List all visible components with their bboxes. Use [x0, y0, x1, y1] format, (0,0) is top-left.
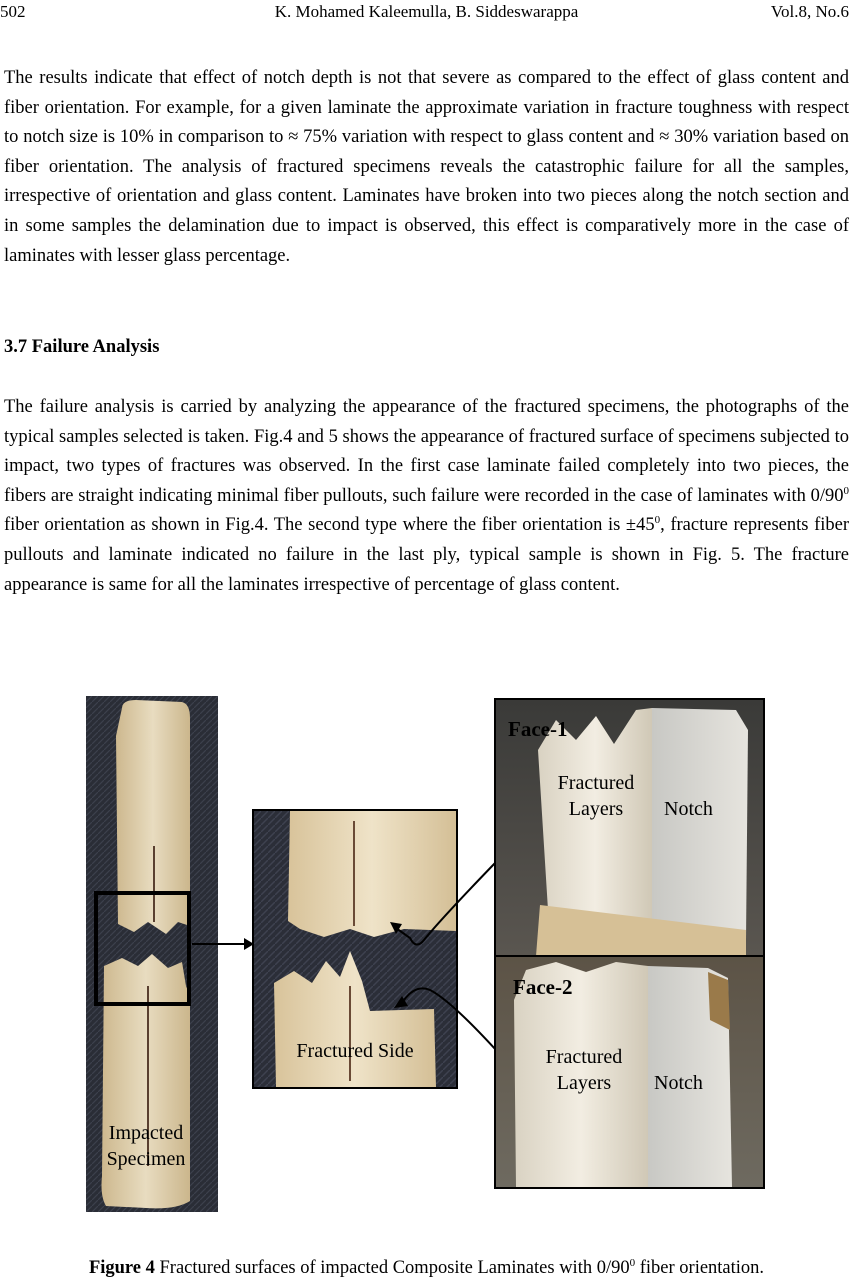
paragraph-2-text: , fracture represents fiber pullouts and laminate indicated no failure in the last ply, typical sample is shown in Fig. 5. The fracture appearance is same for all the laminates irrespective of percentage of glass content.: [4, 515, 850, 595]
superscript: 0: [629, 1256, 636, 1269]
running-header-volume: Vol.8, No.6: [770, 2, 849, 21]
label-line: Layers: [556, 1072, 612, 1094]
right-arrow-icon: [190, 936, 256, 952]
curved-arrow-icon: [404, 988, 496, 1050]
figure-caption-label: Figure 4: [88, 1258, 155, 1278]
label-line: Fractured: [545, 1046, 623, 1068]
notch-label-face-2: Notch: [654, 1072, 703, 1094]
label-line: Impacted: [108, 1122, 184, 1144]
running-header-authors: K. Mohamed Kaleemulla, B. Siddeswarappa: [274, 2, 579, 21]
curved-arrow-icon: [396, 862, 496, 945]
label-line: Fractured: [557, 772, 635, 794]
page-number: 502: [0, 2, 26, 21]
superscript: 0: [843, 484, 849, 497]
fractured-layers-label-face-2: [536, 1044, 632, 1096]
fractured-layers-label-face-1: [548, 770, 644, 822]
paragraph-2-text: fiber orientation as shown in Fig.4. The second type where the fiber orientation is ±45: [4, 515, 655, 536]
label-line: Specimen: [106, 1148, 186, 1170]
figure-4: [0, 690, 853, 1230]
body-paragraph-2: [4, 393, 849, 600]
figure-caption: [0, 1258, 853, 1279]
paragraph-2-text: The failure analysis is carried by analyzing the appearance of the fractured specimens, the photographs of the typical samples selected is taken. Fig.4 and 5 shows the appearance of fractured surface of specimens subjected to impact, two types of fractures was observed. In the first case laminate failed completely into two pieces, the fibers are straight indicating minimal fiber pullouts, such failure were recorded in the case of laminates with 0/90: [4, 397, 849, 506]
fractured-side-label: Fractured Side: [296, 1040, 414, 1062]
figure-caption-text: Fractured surfaces of impacted Composite Laminates with 0/90: [154, 1258, 630, 1278]
label-line: Layers: [568, 798, 624, 820]
notch-label-face-1: Notch: [664, 798, 713, 820]
face-2-label: Face-2: [513, 975, 573, 999]
superscript: 0: [654, 514, 661, 527]
figure-caption-text: fiber orientation.: [635, 1258, 765, 1278]
section-heading: 3.7 Failure Analysis: [4, 337, 160, 357]
impacted-specimen-label: [86, 1120, 206, 1172]
pointer-arrows: [380, 860, 500, 1080]
body-paragraph-1: The results indicate that effect of notch depth is not that severe as compared to the effect of glass content and fiber orientation. For example, for a given laminate the approximate variation in fracture toughness with respect to notch size is 10% in comparison to ≈ 75% variation with respect to glass content and ≈ 30% variation based on fiber orientation. The analysis of fractured specimens reveals the catastrophic failure for all the samples, irrespective of orientation and glass content. Laminates have broken into two pieces along the notch section and in some samples the delamination due to impact is observed, this effect is comparatively more in the case of laminates with lesser glass percentage.: [4, 68, 849, 266]
face-1-label: Face-1: [508, 717, 568, 741]
